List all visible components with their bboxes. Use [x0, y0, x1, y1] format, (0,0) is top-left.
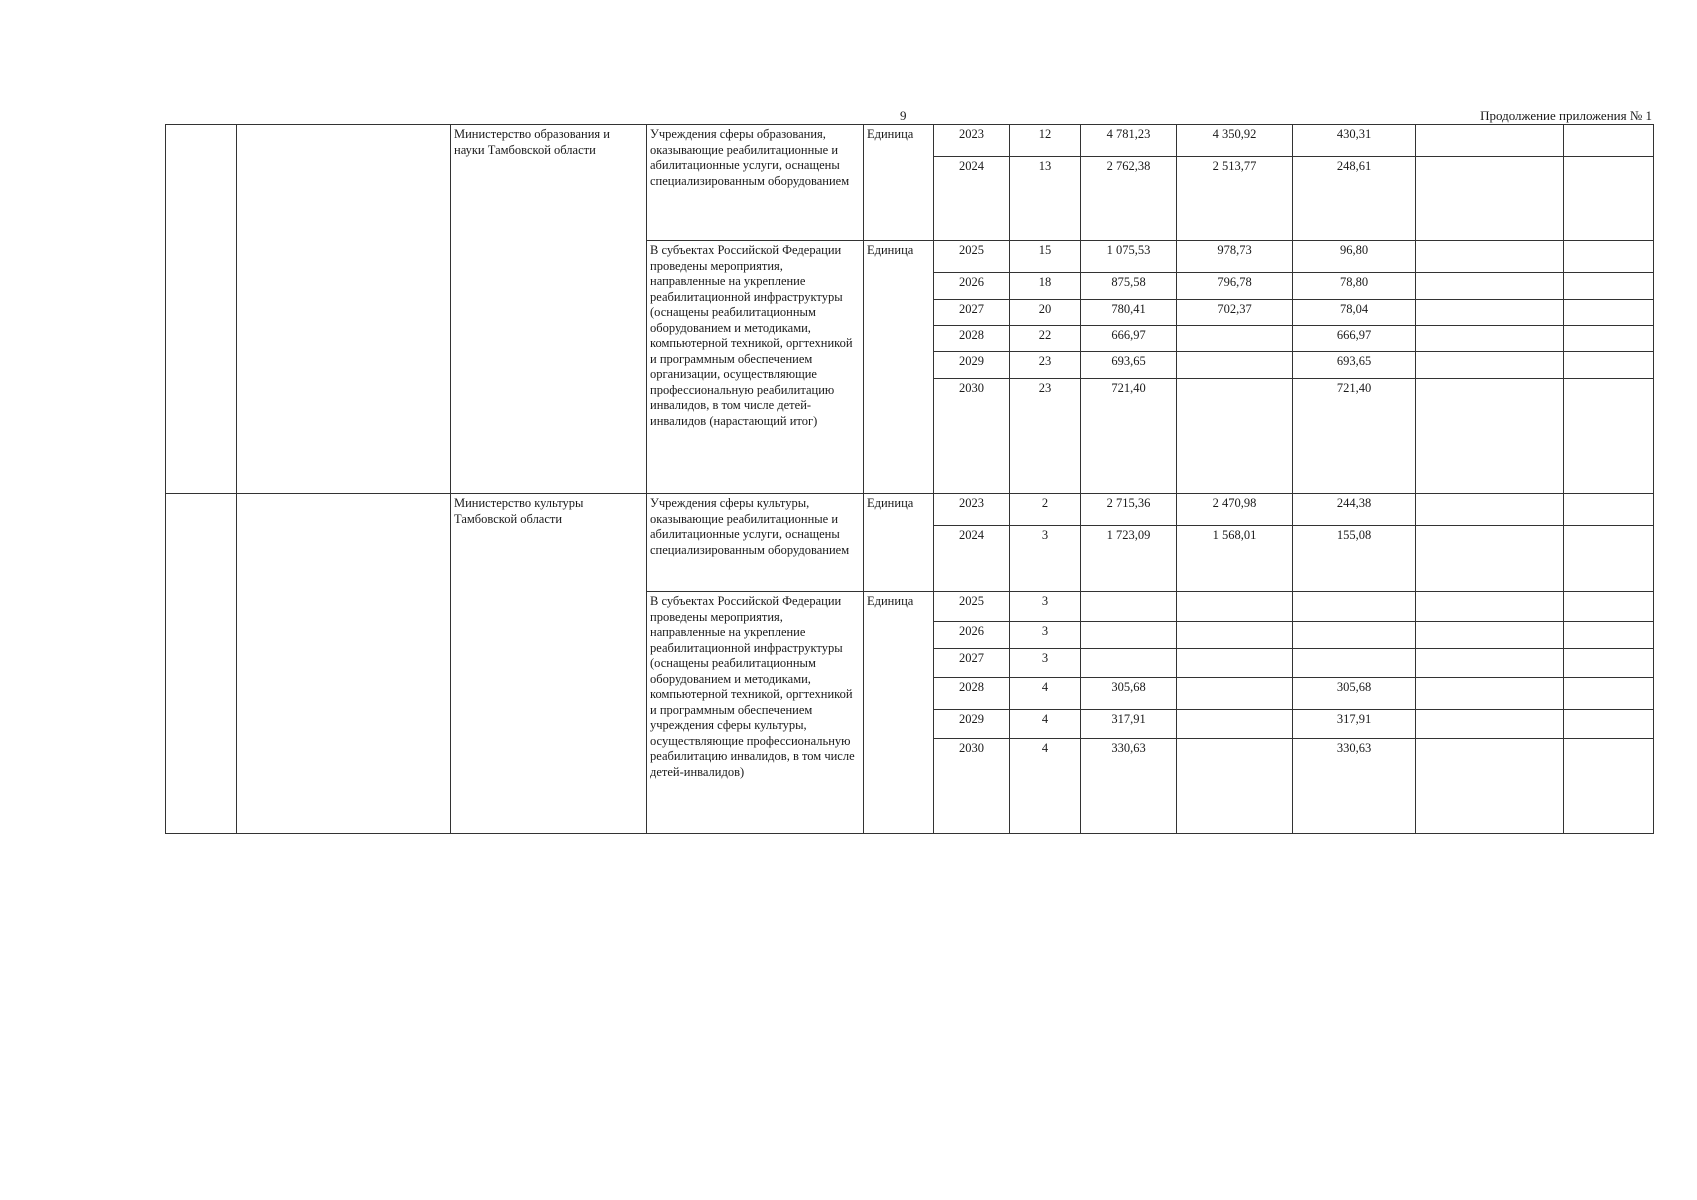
- program-table: [165, 124, 1654, 834]
- empty-cell: [1564, 710, 1654, 739]
- empty-index-cell: [166, 494, 237, 834]
- empty-cell: [1564, 592, 1654, 622]
- count-cell: 22: [1010, 326, 1081, 352]
- total-cell: 317,91: [1081, 710, 1177, 739]
- unit-cell: Единица: [864, 494, 934, 592]
- total-cell: 1 723,09: [1081, 526, 1177, 592]
- total-cell: 305,68: [1081, 678, 1177, 710]
- count-cell: 23: [1010, 352, 1081, 379]
- year-cell: 2028: [934, 678, 1010, 710]
- federal-cell: [1177, 710, 1293, 739]
- total-cell: 875,58: [1081, 273, 1177, 300]
- table-body: [166, 125, 1654, 834]
- year-cell: 2029: [934, 352, 1010, 379]
- count-cell: 3: [1010, 622, 1081, 649]
- year-cell: 2023: [934, 494, 1010, 526]
- federal-cell: [1177, 739, 1293, 834]
- unit-cell: Единица: [864, 592, 934, 834]
- regional-cell: 721,40: [1293, 379, 1416, 494]
- empty-cell: [1416, 710, 1564, 739]
- table-row: [166, 125, 1654, 157]
- regional-cell: 96,80: [1293, 241, 1416, 273]
- empty-cell: [1416, 326, 1564, 352]
- empty-cell: [1564, 352, 1654, 379]
- year-cell: 2029: [934, 710, 1010, 739]
- federal-cell: 1 568,01: [1177, 526, 1293, 592]
- total-cell: 721,40: [1081, 379, 1177, 494]
- regional-cell: 317,91: [1293, 710, 1416, 739]
- regional-cell: [1293, 649, 1416, 678]
- continuation-label: Продолжение приложения № 1: [1480, 108, 1652, 123]
- empty-cell: [1416, 273, 1564, 300]
- total-cell: [1081, 592, 1177, 622]
- empty-measure-cell: [237, 125, 451, 494]
- federal-cell: 2 470,98: [1177, 494, 1293, 526]
- regional-cell: 155,08: [1293, 526, 1416, 592]
- count-cell: 3: [1010, 592, 1081, 622]
- empty-cell: [1416, 494, 1564, 526]
- total-cell: 693,65: [1081, 352, 1177, 379]
- page-number: 9: [900, 108, 907, 123]
- count-cell: 4: [1010, 710, 1081, 739]
- empty-cell: [1416, 622, 1564, 649]
- regional-cell: 666,97: [1293, 326, 1416, 352]
- count-cell: 3: [1010, 649, 1081, 678]
- empty-cell: [1564, 678, 1654, 710]
- empty-cell: [1564, 273, 1654, 300]
- federal-cell: 978,73: [1177, 241, 1293, 273]
- empty-cell: [1564, 739, 1654, 834]
- count-cell: 4: [1010, 678, 1081, 710]
- regional-cell: 330,63: [1293, 739, 1416, 834]
- federal-cell: [1177, 678, 1293, 710]
- total-cell: 780,41: [1081, 300, 1177, 326]
- federal-cell: 702,37: [1177, 300, 1293, 326]
- year-cell: 2030: [934, 739, 1010, 834]
- year-cell: 2030: [934, 379, 1010, 494]
- federal-cell: [1177, 622, 1293, 649]
- year-cell: 2026: [934, 622, 1010, 649]
- federal-cell: [1177, 379, 1293, 494]
- federal-cell: [1177, 592, 1293, 622]
- count-cell: 12: [1010, 125, 1081, 157]
- regional-cell: [1293, 622, 1416, 649]
- year-cell: 2027: [934, 649, 1010, 678]
- empty-cell: [1416, 300, 1564, 326]
- count-cell: 13: [1010, 157, 1081, 241]
- empty-cell: [1416, 379, 1564, 494]
- empty-cell: [1564, 241, 1654, 273]
- year-cell: 2024: [934, 526, 1010, 592]
- regional-cell: 244,38: [1293, 494, 1416, 526]
- count-cell: 15: [1010, 241, 1081, 273]
- empty-cell: [1416, 526, 1564, 592]
- regional-cell: 305,68: [1293, 678, 1416, 710]
- federal-cell: [1177, 326, 1293, 352]
- count-cell: 18: [1010, 273, 1081, 300]
- table-row: [166, 494, 1654, 526]
- unit-cell: Единица: [864, 241, 934, 494]
- federal-cell: 4 350,92: [1177, 125, 1293, 157]
- empty-cell: [1416, 352, 1564, 379]
- total-cell: [1081, 649, 1177, 678]
- unit-cell: Единица: [864, 125, 934, 241]
- year-cell: 2024: [934, 157, 1010, 241]
- regional-cell: [1293, 592, 1416, 622]
- empty-cell: [1564, 157, 1654, 241]
- count-cell: 20: [1010, 300, 1081, 326]
- empty-cell: [1564, 622, 1654, 649]
- indicator-name: Учреждения сферы культуры, оказывающие реабилитационные и абилитационные услуги, оснащены специализированным оборудованием: [647, 494, 864, 592]
- regional-cell: 430,31: [1293, 125, 1416, 157]
- empty-measure-cell: [237, 494, 451, 834]
- year-cell: 2025: [934, 241, 1010, 273]
- empty-cell: [1416, 592, 1564, 622]
- federal-cell: 796,78: [1177, 273, 1293, 300]
- ministry-name: Министерство культуры Тамбовской области: [451, 494, 647, 834]
- total-cell: 4 781,23: [1081, 125, 1177, 157]
- regional-cell: 693,65: [1293, 352, 1416, 379]
- count-cell: 3: [1010, 526, 1081, 592]
- empty-cell: [1416, 678, 1564, 710]
- empty-index-cell: [166, 125, 237, 494]
- count-cell: 23: [1010, 379, 1081, 494]
- empty-cell: [1564, 125, 1654, 157]
- total-cell: 2 715,36: [1081, 494, 1177, 526]
- empty-cell: [1416, 125, 1564, 157]
- ministry-name: Министерство образования и науки Тамбовской области: [451, 125, 647, 494]
- empty-cell: [1564, 300, 1654, 326]
- count-cell: 4: [1010, 739, 1081, 834]
- empty-cell: [1564, 379, 1654, 494]
- regional-cell: 78,80: [1293, 273, 1416, 300]
- indicator-name: В субъектах Российской Федерации проведены мероприятия, направленные на укрепление реабилитационной инфраструктуры (оснащены реабилитационным оборудованием и методиками, компьютерной техникой, оргтехникой и программным обеспечением организации, осуществляющие профессиональную реабилитацию инвалидов, в том числе детей-инвалидов (нарастающий итог): [647, 241, 864, 494]
- regional-cell: 248,61: [1293, 157, 1416, 241]
- year-cell: 2023: [934, 125, 1010, 157]
- total-cell: 2 762,38: [1081, 157, 1177, 241]
- regional-cell: 78,04: [1293, 300, 1416, 326]
- empty-cell: [1416, 157, 1564, 241]
- empty-cell: [1564, 649, 1654, 678]
- total-cell: 666,97: [1081, 326, 1177, 352]
- year-cell: 2027: [934, 300, 1010, 326]
- total-cell: [1081, 622, 1177, 649]
- indicator-name: Учреждения сферы образования, оказывающие реабилитационные и абилитационные услуги, оснащены специализированным оборудованием: [647, 125, 864, 241]
- empty-cell: [1416, 649, 1564, 678]
- total-cell: 330,63: [1081, 739, 1177, 834]
- count-cell: 2: [1010, 494, 1081, 526]
- empty-cell: [1564, 494, 1654, 526]
- empty-cell: [1564, 526, 1654, 592]
- empty-cell: [1416, 241, 1564, 273]
- federal-cell: [1177, 352, 1293, 379]
- year-cell: 2025: [934, 592, 1010, 622]
- federal-cell: [1177, 649, 1293, 678]
- empty-cell: [1564, 326, 1654, 352]
- year-cell: 2028: [934, 326, 1010, 352]
- total-cell: 1 075,53: [1081, 241, 1177, 273]
- federal-cell: 2 513,77: [1177, 157, 1293, 241]
- year-cell: 2026: [934, 273, 1010, 300]
- empty-cell: [1416, 739, 1564, 834]
- indicator-name: В субъектах Российской Федерации проведены мероприятия, направленные на укрепление реабилитационной инфраструктуры (оснащены реабилитационным оборудованием и методиками, компьютерной техникой, оргтехникой и программным обеспечением учреждения сферы культуры, осуществляющие профессиональную реабилитацию инвалидов, в том числе детей-инвалидов): [647, 592, 864, 834]
